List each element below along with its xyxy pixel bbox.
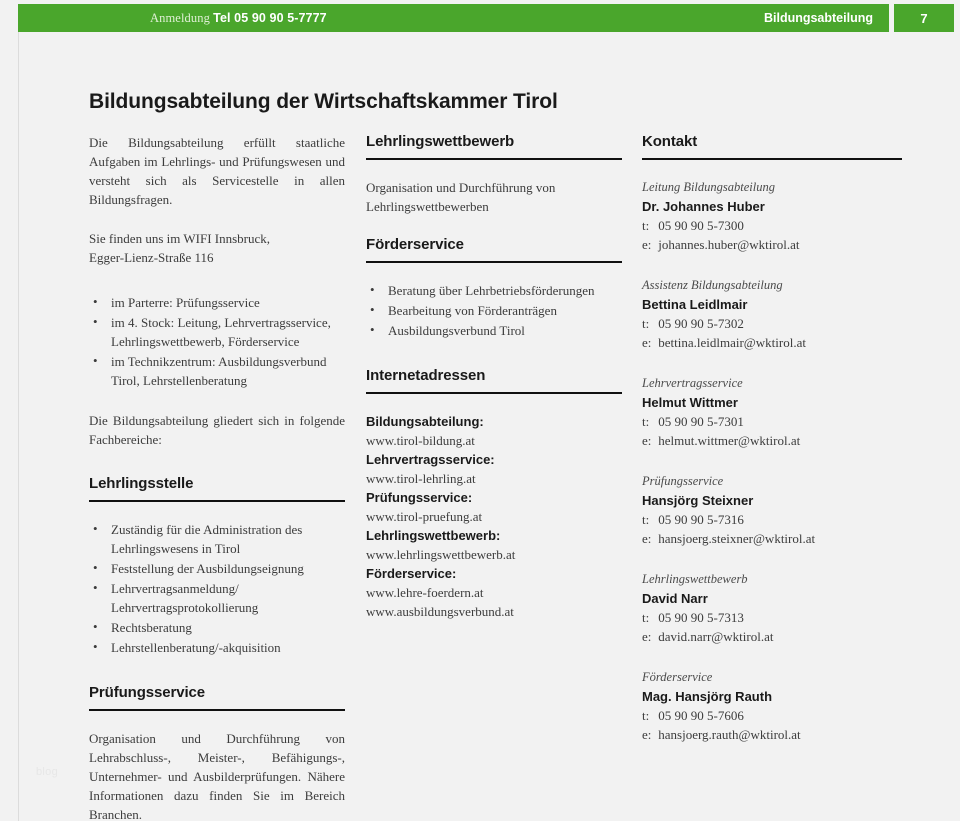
contact-name: Mag. Hansjörg Rauth — [642, 689, 773, 704]
list-item: • Feststellung der Ausbildungseignung — [89, 559, 345, 578]
list-item — [366, 602, 622, 621]
column-middle — [366, 133, 622, 621]
header-section-title: Bildungsabteilung — [763, 11, 873, 25]
list-item: • Lehrvertragsanmeldung/ Lehrvertragsprotokollierung — [89, 579, 345, 617]
foerderservice-bullet-list — [366, 281, 622, 340]
list-item: • Bearbeitung von Förderanträgen — [366, 301, 622, 320]
contact-card — [642, 570, 902, 646]
phone-value: 05 90 90 5-7313 — [658, 610, 744, 625]
phone-value: 05 90 90 5-7606 — [658, 708, 744, 723]
url-value[interactable]: www.lehrlingswettbewerb.at — [366, 547, 516, 562]
spacer — [89, 209, 345, 229]
email-label: e: — [642, 629, 652, 644]
list-item — [366, 450, 622, 488]
contact-phone — [642, 608, 902, 627]
email-label: e: — [642, 433, 652, 448]
list-item: • Ausbildungsverbund Tirol — [366, 321, 622, 340]
contact-card — [642, 276, 902, 352]
fachbereiche-intro: Die Bildungsabteilung gliedert sich in folgende Fachbereiche: — [89, 413, 345, 447]
column-right — [642, 133, 902, 766]
contact-card — [642, 178, 902, 254]
contact-role: Leitung Bildungsabteilung — [642, 180, 775, 194]
url-label: Lehrvertragsservice: — [366, 452, 495, 467]
list-item: • im Parterre: Prüfungsservice — [89, 293, 345, 312]
contact-role: Assistenz Bildungsabteilung — [642, 278, 783, 292]
phone-label: t: — [642, 218, 650, 233]
email-value[interactable]: hansjoerg.steixner@wktirol.at — [658, 531, 816, 546]
contact-phone — [642, 510, 902, 529]
contact-card — [642, 668, 902, 744]
list-item: • im 4. Stock: Leitung, Lehrvertragsservice, Lehrlingswettbewerb, Förderservice — [89, 313, 345, 351]
contact-name: Bettina Leidlmair — [642, 297, 748, 312]
list-item — [366, 488, 622, 526]
section-divider — [366, 261, 622, 263]
phone-label: t: — [642, 512, 650, 527]
contact-email — [642, 431, 902, 450]
intro-paragraph: Die Bildungsabteilung erfüllt staatliche Aufgaben im Lehrlings- und Prüfungswesen und versteht sich als Servicestelle in allen Bildungsfragen. — [89, 135, 345, 207]
header-phone-number: Tel 05 90 90 5-7777 — [213, 10, 327, 25]
email-value[interactable]: bettina.leidlmair@wktirol.at — [658, 335, 806, 350]
lehrlingsstelle-bullet-list — [89, 520, 345, 657]
list-item: • Lehrstellenberatung/-akquisition — [89, 638, 345, 657]
spacer — [366, 341, 622, 367]
spacer — [89, 449, 345, 475]
list-item: • Zuständig für die Administration des Lehrlingswesens in Tirol — [89, 520, 345, 558]
contact-name: Hansjörg Steixner — [642, 493, 754, 508]
url-value[interactable]: www.tirol-pruefung.at — [366, 509, 483, 524]
pruefungsservice-text: Organisation und Durchführung von Lehrabschluss-, Meister-, Befähigungs-, Unternehmer- und Ausbilderprüfungen. Nähere Informationen dazu finden Sie im Bereich Branchen. — [89, 731, 345, 821]
list-item — [366, 564, 622, 602]
section-divider — [89, 500, 345, 502]
phone-label: t: — [642, 316, 650, 331]
url-value[interactable]: www.tirol-bildung.at — [366, 433, 475, 448]
header-green-bar — [18, 4, 889, 32]
section-heading-foerderservice: Förderservice — [366, 236, 464, 253]
list-item — [366, 412, 622, 450]
phone-value: 05 90 90 5-7316 — [658, 512, 744, 527]
section-divider — [366, 392, 622, 394]
section-heading-kontakt: Kontakt — [642, 133, 698, 150]
list-item: • Beratung über Lehrbetriebsförderungen — [366, 281, 622, 300]
spacer — [89, 391, 345, 411]
contact-name: Helmut Wittmer — [642, 395, 738, 410]
column-left — [89, 133, 345, 821]
section-heading-pruefungsservice: Prüfungsservice — [89, 684, 206, 701]
contact-role: Förderservice — [642, 670, 713, 684]
contact-card — [642, 472, 902, 548]
url-label: Lehrlingswettbewerb: — [366, 528, 501, 543]
contact-email — [642, 235, 902, 254]
url-label: Bildungsabteilung: — [366, 414, 484, 429]
phone-label: t: — [642, 708, 650, 723]
section-heading-lehrlingsstelle: Lehrlingsstelle — [89, 475, 194, 492]
contact-role: Prüfungsservice — [642, 474, 724, 488]
header-phone — [150, 11, 327, 26]
spacer — [89, 658, 345, 684]
page-title: Bildungsabteilung der Wirtschaftskammer Tirol — [89, 90, 558, 114]
phone-value: 05 90 90 5-7302 — [658, 316, 744, 331]
phone-value: 05 90 90 5-7301 — [658, 414, 744, 429]
url-value[interactable]: www.lehre-foerdern.at — [366, 585, 484, 600]
address-line-1: Sie finden uns im WIFI Innsbruck, — [89, 231, 271, 246]
url-label: Förderservice: — [366, 566, 457, 581]
email-value[interactable]: hansjoerg.rauth@wktirol.at — [658, 727, 801, 742]
list-item — [366, 526, 622, 564]
contact-phone — [642, 706, 902, 725]
contact-phone — [642, 314, 902, 333]
email-value[interactable]: david.narr@wktirol.at — [658, 629, 774, 644]
contact-email — [642, 529, 902, 548]
contact-phone — [642, 216, 902, 235]
left-margin-rule — [18, 32, 19, 821]
contact-role: Lehrvertragsservice — [642, 376, 743, 390]
section-heading-lehrlingswettbewerb: Lehrlingswettbewerb — [366, 133, 515, 150]
spacer — [366, 216, 622, 236]
section-divider — [89, 709, 345, 711]
page-number-badge: 7 — [894, 4, 954, 32]
contact-phone — [642, 412, 902, 431]
email-label: e: — [642, 531, 652, 546]
location-bullet-list — [89, 293, 345, 390]
url-label: Prüfungsservice: — [366, 490, 473, 505]
contact-role: Lehrlingswettbewerb — [642, 572, 748, 586]
section-divider — [642, 158, 902, 160]
url-value[interactable]: www.tirol-lehrling.at — [366, 471, 476, 486]
phone-label: t: — [642, 610, 650, 625]
watermark-text: blog — [36, 766, 58, 778]
email-label: e: — [642, 335, 652, 350]
phone-label: t: — [642, 414, 650, 429]
list-item: • im Technikzentrum: Ausbildungsverbund Tirol, Lehrstellenberatung — [89, 352, 345, 390]
email-value[interactable]: helmut.wittmer@wktirol.at — [658, 433, 801, 448]
email-label: e: — [642, 727, 652, 742]
section-divider — [366, 158, 622, 160]
contact-email — [642, 333, 902, 352]
contact-card — [642, 374, 902, 450]
url-value[interactable]: www.ausbildungsverbund.at — [366, 604, 514, 619]
lehrlingswettbewerb-text: Organisation und Durchführung von Lehrlingswettbewerben — [366, 180, 556, 214]
contact-email — [642, 725, 902, 744]
address-line-2: Egger-Lienz-Straße 116 — [89, 250, 214, 265]
contact-name: Dr. Johannes Huber — [642, 199, 765, 214]
page-header — [18, 4, 954, 32]
internet-address-list — [366, 412, 622, 621]
spacer — [89, 267, 345, 293]
list-item: • Rechtsberatung — [89, 618, 345, 637]
email-value[interactable]: johannes.huber@wktirol.at — [658, 237, 800, 252]
section-heading-internetadressen: Internetadressen — [366, 367, 486, 384]
contact-name: David Narr — [642, 591, 708, 606]
contact-email — [642, 627, 902, 646]
header-anmeldung-label: Anmeldung — [150, 10, 210, 25]
phone-value: 05 90 90 5-7300 — [658, 218, 744, 233]
email-label: e: — [642, 237, 652, 252]
